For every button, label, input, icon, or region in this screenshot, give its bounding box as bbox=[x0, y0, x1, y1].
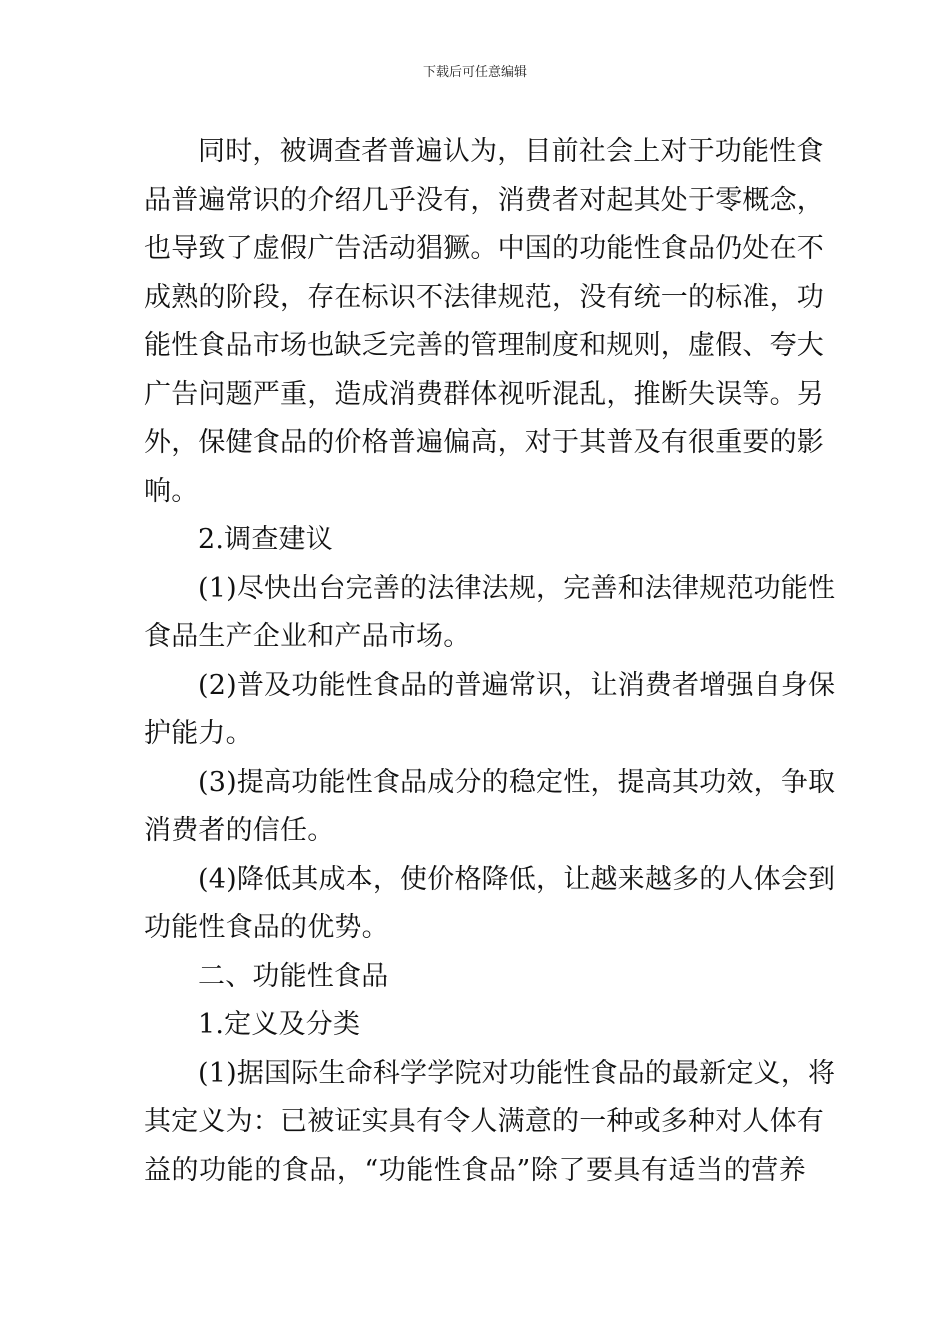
suggestion-item-4 bbox=[144, 856, 836, 953]
document-body bbox=[144, 128, 836, 1195]
section-heading-survey-suggestions bbox=[144, 516, 806, 565]
text-line: (1)据国际生命科学学院对功能性食品的最新定义，将 bbox=[198, 1057, 836, 1089]
suggestion-item-1 bbox=[144, 565, 836, 662]
text-line: 响。 bbox=[144, 475, 199, 507]
text-line: 同时，被调查者普遍认为，目前社会上对于功能性食 bbox=[198, 136, 824, 167]
text-line: (4)降低其成本，使价格降低，让越来越多的人体会到 bbox=[198, 863, 836, 895]
text-line: 外，保健食品的价格普遍偏高，对于其普及有很重要的影 bbox=[144, 427, 824, 458]
text-line: 二、功能性食品 bbox=[198, 960, 389, 992]
text-line: 1.定义及分类 bbox=[198, 1009, 361, 1040]
section-heading-functional-food bbox=[144, 953, 806, 1002]
text-line: 广告问题严重，造成消费群体视听混乱，推断失误等。另 bbox=[144, 378, 824, 410]
text-line: 益的功能的食品，“功能性食品”除了要具有适当的营养 bbox=[144, 1154, 806, 1186]
text-line: 功能性食品的优势。 bbox=[144, 912, 389, 943]
paragraph-definition bbox=[144, 1050, 836, 1196]
paragraph-survey-findings bbox=[144, 128, 824, 516]
text-line: 也导致了虚假广告活动猖獗。中国的功能性食品仍处在不 bbox=[144, 233, 824, 264]
text-line: 2.调查建议 bbox=[198, 524, 333, 555]
text-line: 食品生产企业和产品市场。 bbox=[144, 621, 471, 652]
text-line: (2)普及功能性食品的普遍常识，让消费者增强自身保 bbox=[198, 669, 836, 701]
suggestion-item-2 bbox=[144, 662, 836, 759]
text-line: (3)提高功能性食品成分的稳定性，提高其功效，争取 bbox=[198, 766, 836, 798]
page-header: 下载后可任意编辑 bbox=[422, 65, 527, 80]
text-line: 消费者的信任。 bbox=[144, 815, 335, 846]
text-line: (1)尽快出台完善的法律法规，完善和法律规范功能性 bbox=[198, 572, 836, 604]
text-line: 护能力。 bbox=[144, 718, 253, 749]
subsection-heading-definition bbox=[144, 1001, 806, 1050]
text-line: 品普遍常识的介绍几乎没有，消费者对起其处于零概念， bbox=[144, 184, 824, 216]
text-line: 能性食品市场也缺乏完善的管理制度和规则，虚假、夸大 bbox=[144, 330, 824, 361]
text-line: 成熟的阶段，存在标识不法律规范，没有统一的标准，功 bbox=[144, 281, 824, 313]
text-line: 其定义为：已被证实具有令人满意的一种或多种对人体有 bbox=[144, 1106, 824, 1137]
suggestion-item-3 bbox=[144, 759, 836, 856]
